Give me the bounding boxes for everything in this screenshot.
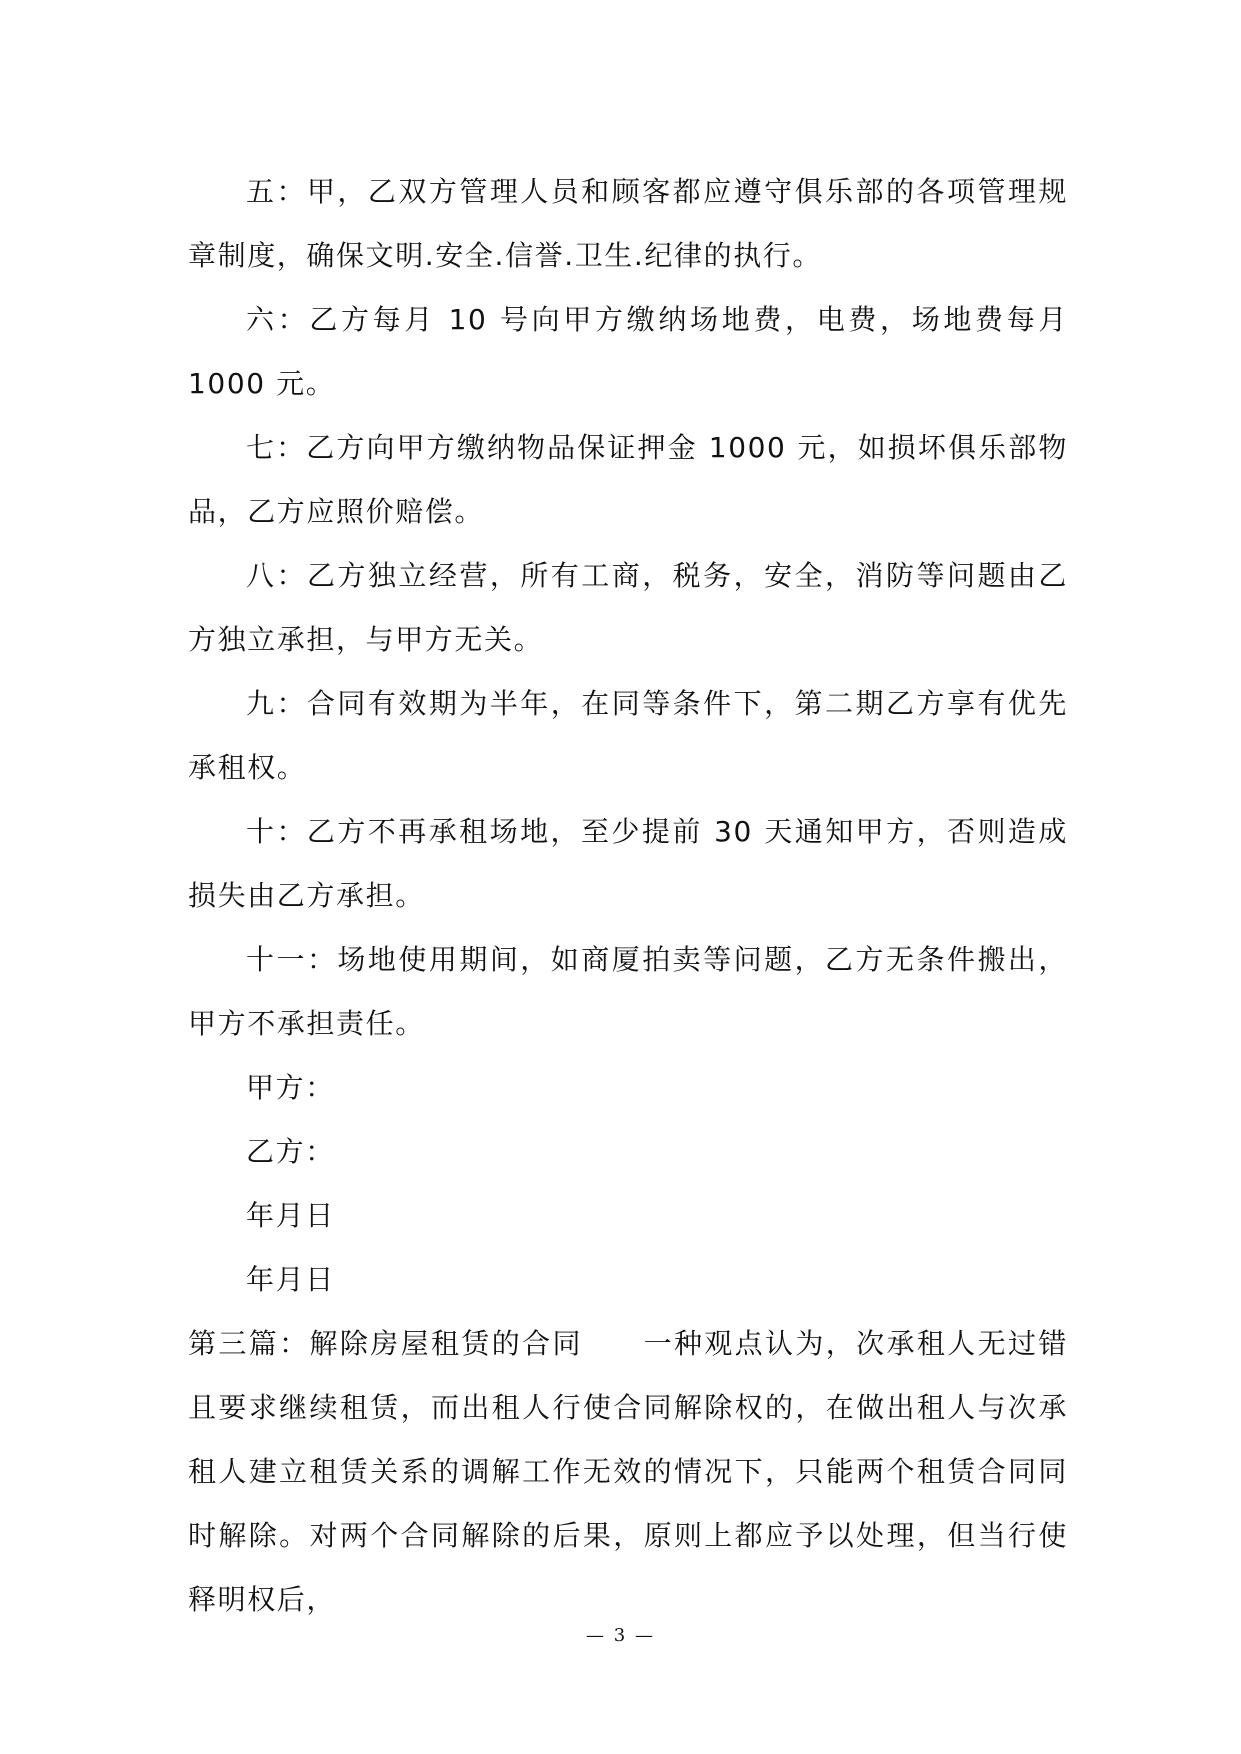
clause-10: 十：乙方不再承租场地，至少提前 30 天通知甲方，否则造成损失由乙方承担。 xyxy=(188,815,1068,912)
page-number: — 3 — xyxy=(586,1625,655,1646)
clause-11: 十一：场地使用期间，如商厦拍卖等问题，乙方无条件搬出，甲方不承担责任。 xyxy=(188,943,1068,1040)
clause-5: 五：甲，乙双方管理人员和顾客都应遵守俱乐部的各项管理规章制度，确保文明.安全.信誉.卫生.纪律的执行。 xyxy=(188,175,1068,272)
document-body xyxy=(188,160,1068,1632)
signature-party-b: 乙方： xyxy=(246,1135,335,1168)
signature-party-a: 甲方： xyxy=(246,1071,335,1104)
signature-date-1: 年月日 xyxy=(246,1199,335,1232)
clause-9: 九：合同有效期为半年，在同等条件下，第二期乙方享有优先承租权。 xyxy=(188,687,1068,784)
clause-7: 七：乙方向甲方缴纳物品保证押金 1000 元，如损坏俱乐部物品，乙方应照价赔偿。 xyxy=(188,431,1068,528)
signature-date-2: 年月日 xyxy=(246,1263,335,1296)
clause-8: 八：乙方独立经营，所有工商，税务，安全，消防等问题由乙方独立承担，与甲方无关。 xyxy=(188,559,1068,656)
clause-6: 六：乙方每月 10 号向甲方缴纳场地费，电费，场地费每月 1000 元。 xyxy=(188,303,1068,400)
section-three-text: 第三篇：解除房屋租赁的合同 一种观点认为，次承租人无过错且要求继续租赁，而出租人行使合同解除权的，在做出租人与次承租人建立租赁关系的调解工作无效的情况下，只能两个租赁合同同时解除。对两个合同解除的后果，原则上都应予以处理，但当行使释明权后， xyxy=(188,1327,1068,1616)
